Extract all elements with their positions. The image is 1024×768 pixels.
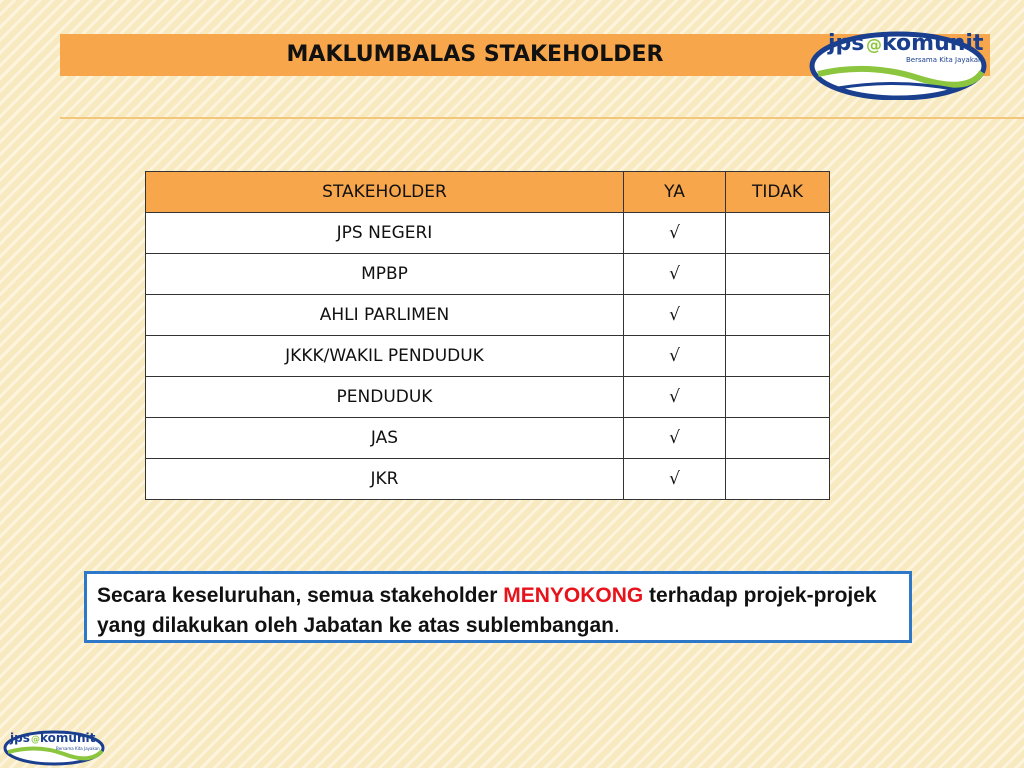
table-row [146, 459, 830, 500]
logo-small-brand-at: @ [31, 735, 40, 745]
logo-brand-left: jps [828, 31, 865, 56]
cell-stakeholder: JPS NEGERI [146, 213, 624, 254]
cell-ya: √ [624, 295, 726, 336]
title-divider [60, 117, 1024, 119]
table-row [146, 336, 830, 377]
cell-ya: √ [624, 254, 726, 295]
cell-ya: √ [624, 336, 726, 377]
table-row [146, 213, 830, 254]
summary-box [84, 571, 912, 643]
cell-tidak [726, 254, 830, 295]
cell-ya: √ [624, 459, 726, 500]
cell-tidak [726, 295, 830, 336]
cell-stakeholder: AHLI PARLIMEN [146, 295, 624, 336]
jps-komuniti-logo-icon [808, 22, 988, 100]
cell-stakeholder: JKR [146, 459, 624, 500]
cell-stakeholder: JAS [146, 418, 624, 459]
table-row [146, 418, 830, 459]
table-row [146, 254, 830, 295]
logo-tagline: Bersama Kita Jayakan [906, 56, 983, 64]
cell-tidak [726, 377, 830, 418]
table-row [146, 295, 830, 336]
cell-ya: √ [624, 213, 726, 254]
cell-tidak [726, 336, 830, 377]
header-stakeholder: STAKEHOLDER [146, 172, 624, 213]
header-ya: YA [624, 172, 726, 213]
summary-end: . [614, 614, 620, 637]
cell-stakeholder: MPBP [146, 254, 624, 295]
logo-small-brand-right: komunit [40, 731, 96, 745]
cell-tidak [726, 418, 830, 459]
cell-tidak [726, 459, 830, 500]
summary-text-before: Secara keseluruhan, semua stakeholder [97, 584, 504, 607]
jps-komuniti-logo-small-icon [2, 724, 106, 766]
cell-ya: √ [624, 377, 726, 418]
cell-stakeholder: PENDUDUK [146, 377, 624, 418]
summary-text-after: terhadap projek-projek yang dilakukan oleh Jabatan ke atas sublembangan [97, 584, 877, 637]
summary-highlight: MENYOKONG [503, 584, 644, 607]
table-row [146, 377, 830, 418]
page-title: MAKLUMBALAS STAKEHOLDER [286, 42, 664, 67]
cell-ya: √ [624, 418, 726, 459]
logo-brand-right: komunit [882, 31, 984, 56]
cell-stakeholder: JKKK/WAKIL PENDUDUK [146, 336, 624, 377]
logo-small-tagline: Bersama Kita Jayakan [56, 746, 100, 751]
header-tidak: TIDAK [726, 172, 830, 213]
logo-small-brand-left: jps [10, 731, 30, 745]
cell-tidak [726, 213, 830, 254]
table-header-row [146, 172, 830, 213]
logo-brand-at: @ [866, 35, 882, 54]
stakeholder-table [145, 171, 830, 500]
